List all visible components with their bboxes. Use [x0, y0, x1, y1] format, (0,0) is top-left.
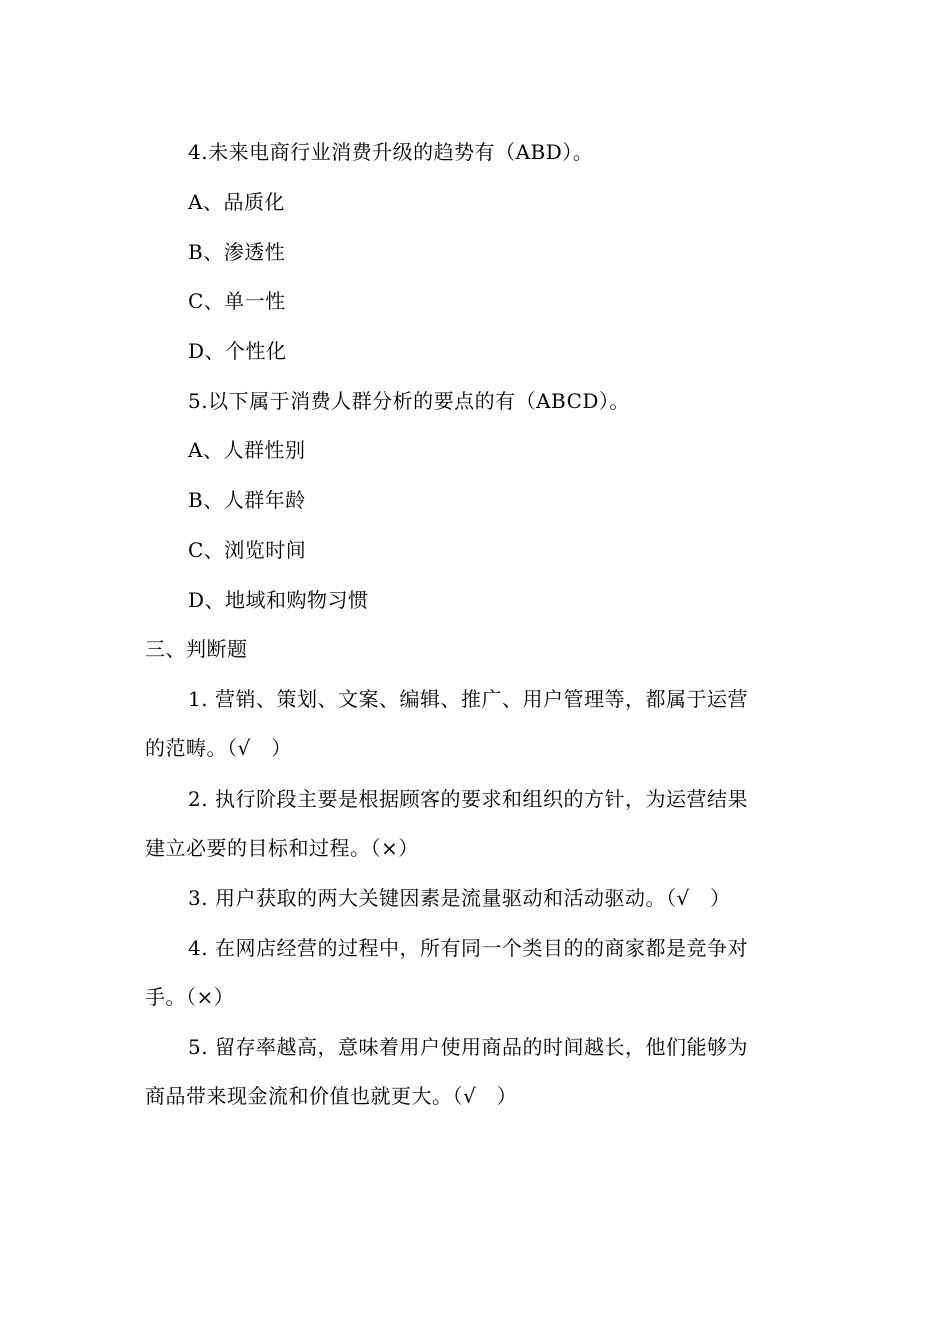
question-4-option-c: C、单一性	[188, 289, 286, 313]
question-4-stem: 4.未来电商行业消费升级的趋势有（ABD）。	[188, 140, 594, 164]
tf-5-line-1: 5. 留存率越高，意味着用户使用商品的时间越长，他们能够为	[188, 1035, 748, 1059]
question-4-option-b: B、渗透性	[188, 240, 286, 264]
section-heading-true-false: 三、判断题	[145, 637, 248, 661]
question-4-option-a: A、品质化	[188, 190, 285, 214]
tf-2-line-2: 建立必要的目标和过程。（×）	[145, 836, 419, 860]
tf-2-line-1: 2. 执行阶段主要是根据顾客的要求和组织的方针，为运营结果	[188, 787, 748, 811]
tf-3-line-1: 3. 用户获取的两大关键因素是流量驱动和活动驱动。（√ ）	[188, 886, 731, 910]
question-5-option-d: D、地域和购物习惯	[188, 588, 369, 612]
question-5-stem: 5.以下属于消费人群分析的要点的有（ABCD）。	[188, 389, 630, 413]
tf-4-line-2: 手。（×）	[145, 985, 235, 1009]
question-5-option-c: C、浏览时间	[188, 538, 307, 562]
question-5-option-b: B、人群年龄	[188, 488, 306, 512]
tf-1-line-1: 1. 营销、策划、文案、编辑、推广、用户管理等，都属于运营	[188, 687, 748, 711]
question-5-option-a: A、人群性别	[188, 438, 306, 462]
tf-4-line-1: 4. 在网店经营的过程中，所有同一个类目的的商家都是竞争对	[188, 936, 748, 960]
tf-1-line-2: 的范畴。（√ ）	[145, 736, 292, 760]
tf-5-line-2: 商品带来现金流和价值也就更大。（√ ）	[145, 1084, 518, 1108]
question-4-option-d: D、个性化	[188, 339, 287, 363]
